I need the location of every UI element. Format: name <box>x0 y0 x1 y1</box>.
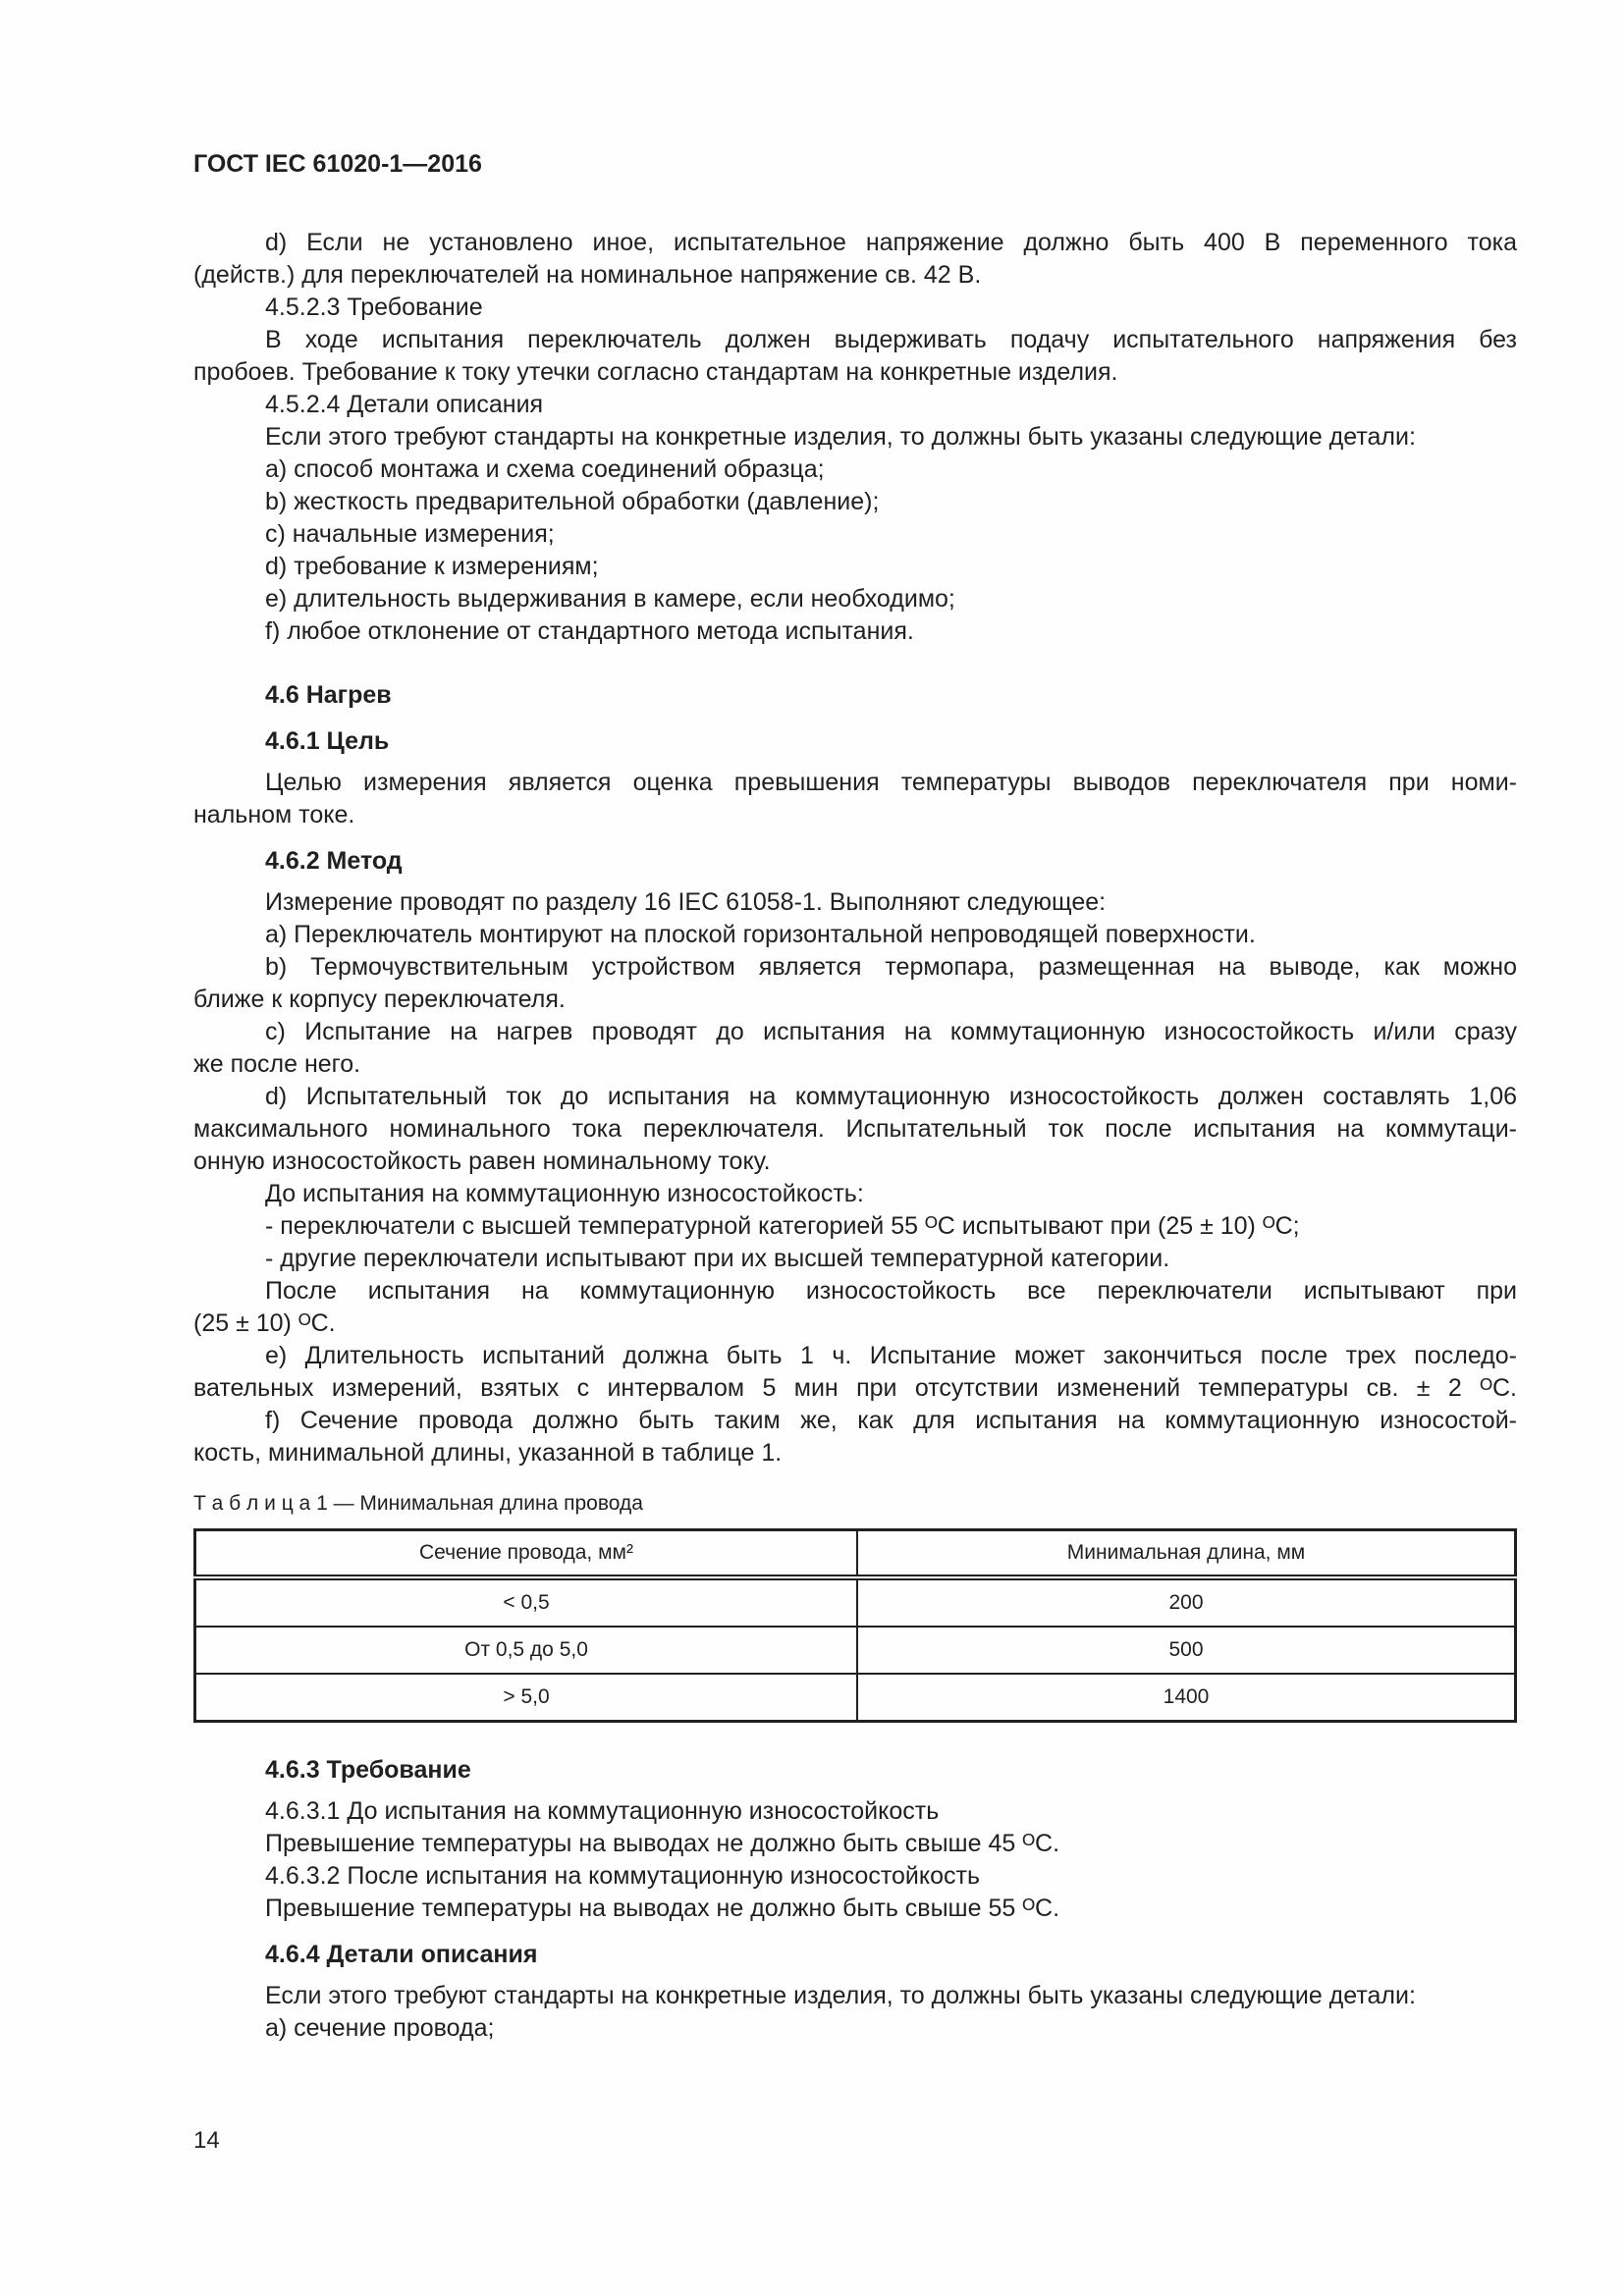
cell-min-length: 1400 <box>857 1674 1516 1722</box>
text-line: a) способ монтажа и схема соединений образца; <box>265 455 825 483</box>
text-line: Если этого требуют стандарты на конкретные изделия, то должны быть указаны следующие детали: <box>265 423 1416 451</box>
section-text-after-table <box>193 1754 1517 2045</box>
text-line: - переключатели с высшей температурной категорией 55 ᴼC испытывают при (25 ± 10) ᴼC; <box>265 1212 1300 1240</box>
text-line: После испытания на коммутационную износостойкость все переключатели испытывают при <box>265 1277 1517 1305</box>
text-line: (действ.) для переключателей на номинальное напряжение св. 42 В. <box>193 261 982 289</box>
text-line: вательных измерений, взятых с интервалом 5 мин при отсутствии изменений температуры св. ± 2 ᴼC. <box>193 1374 1517 1402</box>
text-line: e) длительность выдерживания в камере, если необходимо; <box>265 585 955 613</box>
text-line: онную износостойкость равен номинальному току. <box>193 1148 771 1175</box>
cell-min-length: 200 <box>857 1577 1516 1627</box>
text-line: В ходе испытания переключатель должен выдерживать подачу испытательного напряжения без <box>265 326 1517 353</box>
text-line: b) жесткость предварительной обработки (давление); <box>265 488 880 515</box>
text-line: f) Сечение провода должно быть таким же, как для испытания на коммутационную износостой- <box>265 1407 1517 1434</box>
section-heading: 4.6.3 Требование <box>265 1756 471 1784</box>
text-line: Превышение температуры на выводах не должно быть свыше 45 ᴼC. <box>265 1830 1060 1857</box>
table-row <box>195 1674 1516 1722</box>
cell-wire-section: > 5,0 <box>195 1674 858 1722</box>
column-header-min-length: Минимальная длина, мм <box>857 1530 1516 1578</box>
text-line: a) сечение провода; <box>265 2014 495 2042</box>
section-heading: 4.6.2 Метод <box>265 847 403 875</box>
section-heading: 4.6.4 Детали описания <box>265 1941 538 1968</box>
text-line: Измерение проводят по разделу 16 IEC 61058-1. Выполняют следующее: <box>265 888 1107 916</box>
text-line: 4.6.3.1 До испытания на коммутационную износостойкость <box>265 1797 940 1825</box>
text-line: пробоев. Требование к току утечки согласно стандартам на конкретные изделия. <box>193 358 1118 386</box>
text-line: 4.6.3.2 После испытания на коммутационную износостойкость <box>265 1862 980 1890</box>
page-number: 14 <box>193 2127 220 2154</box>
text-line: До испытания на коммутационную износостойкость: <box>265 1180 864 1207</box>
section-text-before-table <box>193 227 1517 1469</box>
text-line: d) Если не установлено иное, испытательное напряжение должно быть 400 В переменного тока <box>265 229 1517 256</box>
table-caption: Т а б л и ц а 1 — Минимальная длина провода <box>193 1492 643 1515</box>
text-line: кость, минимальной длины, указанной в таблице 1. <box>193 1439 783 1467</box>
column-header-wire-section: Сечение провода, мм² <box>195 1530 858 1578</box>
text-line: d) Испытательный ток до испытания на коммутационную износостойкость должен составлять 1,06 <box>265 1083 1517 1110</box>
text-line: нальном токе. <box>193 801 355 828</box>
text-line: 4.5.2.3 Требование <box>265 294 483 321</box>
text-line: - другие переключатели испытывают при их высшей температурной категории. <box>265 1245 1170 1272</box>
table-row <box>195 1627 1516 1674</box>
text-line: c) начальные измерения; <box>265 520 555 548</box>
cell-wire-section: От 0,5 до 5,0 <box>195 1627 858 1674</box>
table-header-row <box>195 1530 1516 1578</box>
text-line: же после него. <box>193 1050 361 1078</box>
text-line: c) Испытание на нагрев проводят до испытания на коммутационную износостойкость и/или сразу <box>265 1018 1517 1045</box>
cell-wire-section: < 0,5 <box>195 1577 858 1627</box>
text-line: f) любое отклонение от стандартного метода испытания. <box>265 617 914 645</box>
text-line: Целью измерения является оценка превышения температуры выводов переключателя при номи- <box>265 769 1517 796</box>
text-line: b) Термочувствительным устройством является термопара, размещенная на выводе, как можно <box>265 953 1517 981</box>
min-wire-length-table <box>193 1528 1517 1723</box>
table-row <box>195 1577 1516 1627</box>
text-line: d) требование к измерениям; <box>265 553 599 580</box>
section-heading: 4.6.1 Цель <box>265 727 390 755</box>
section-heading: 4.6 Нагрев <box>265 681 392 709</box>
cell-min-length: 500 <box>857 1627 1516 1674</box>
text-line: e) Длительность испытаний должна быть 1 ч. Испытание может закончиться после трех последо- <box>265 1342 1517 1369</box>
text-line: a) Переключатель монтируют на плоской горизонтальной непроводящей поверхности. <box>265 921 1256 948</box>
document-header-title: ГОСТ IEC 61020-1—2016 <box>193 150 482 178</box>
text-line: (25 ± 10) ᴼC. <box>193 1309 336 1337</box>
text-line: максимального номинального тока переключателя. Испытательный ток после испытания на коммутаци- <box>193 1115 1517 1143</box>
text-line: Если этого требуют стандарты на конкретные изделия, то должны быть указаны следующие детали: <box>265 1982 1416 2009</box>
text-line: 4.5.2.4 Детали описания <box>265 391 544 418</box>
text-line: Превышение температуры на выводах не должно быть свыше 55 ᴼC. <box>265 1895 1060 1922</box>
text-line: ближе к корпусу переключателя. <box>193 986 566 1013</box>
document-body <box>193 227 1517 2045</box>
